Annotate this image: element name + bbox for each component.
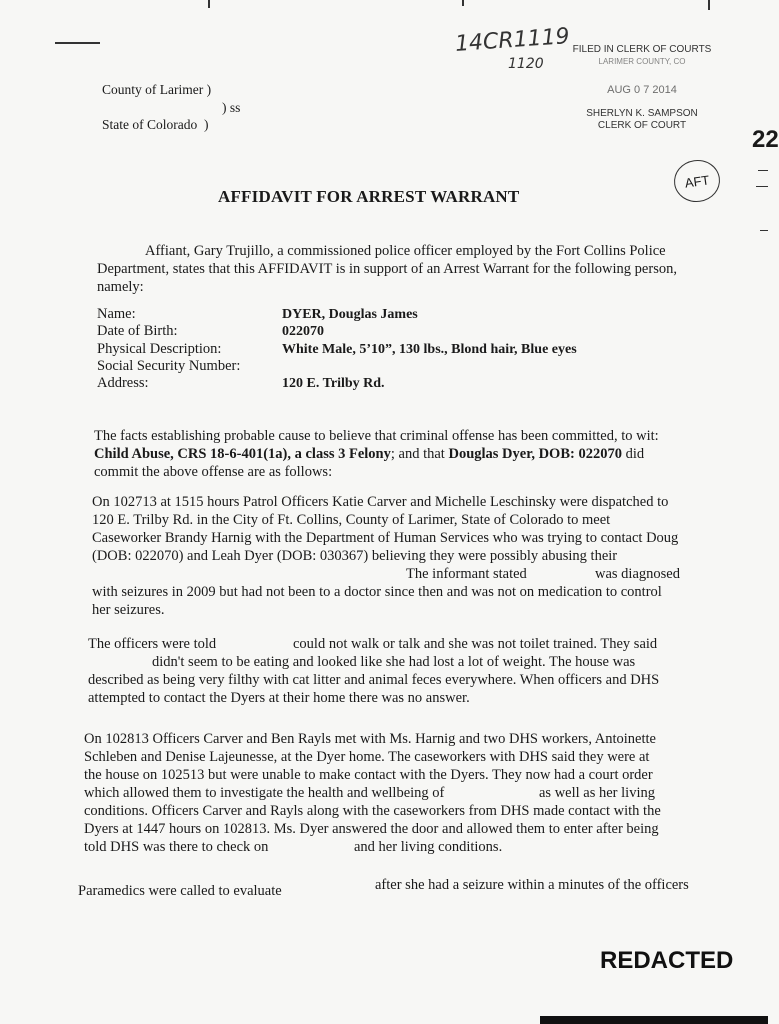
p2-line-3: described as being very filthy with cat litter and animal feces everywhere. When officers and DHS — [88, 672, 660, 688]
p3-line-2: Schleben and Denise Lajeunesse, at the Dyer home. The caseworkers with DHS said they were at — [84, 749, 650, 765]
margin-number: 22 — [752, 126, 779, 153]
facts-tail: did — [621, 446, 645, 462]
dob-label: Date of Birth: — [97, 323, 178, 339]
p1-line-2: 120 E. Trilby Rd. in the City of Ft. Collins, County of Larimer, State of Colorado to meet — [92, 512, 611, 528]
p3-line-7b: and her living conditions. — [354, 839, 503, 855]
venue-county-text: County of Larimer — [102, 82, 204, 97]
p1-line-1: On 102713 at 1515 hours Patrol Officers Katie Carver and Michelle Leschinsky were dispatched to — [92, 494, 669, 510]
ssn-label: Social Security Number: — [97, 358, 241, 374]
stamp-line-5: CLERK OF COURT — [597, 120, 687, 131]
scan-mark — [208, 0, 210, 8]
paragraph-1 — [92, 493, 712, 619]
case-number: 14CR1119 — [454, 24, 571, 57]
p3-line-4b: as well as her living — [539, 785, 655, 801]
stamp-line-4: SHERLYN K. SAMPSON — [586, 108, 698, 119]
facts-paragraph — [94, 427, 694, 481]
p3-line-7 — [84, 838, 714, 856]
intro-paragraph: Affiant, Gary Trujillo, a commissioned police officer employed by the Fort Collins Police Department, states that this AFFIDAVIT is in support of an Arrest Warrant for the following person, namely: — [97, 243, 677, 295]
venue-ss-text: ss — [229, 100, 241, 115]
p2-line-1 — [88, 635, 708, 653]
p4-line-1a: Paramedics were called to evaluate — [78, 883, 282, 899]
suspect: Douglas Dyer, DOB: 022070 — [448, 446, 622, 462]
document-title: AFFIDAVIT FOR ARREST WARRANT — [218, 187, 520, 206]
venue-state: State of Colorado ) — [102, 117, 209, 132]
stamp-line-2: LARIMER COUNTY, CO — [598, 57, 686, 66]
p4-line-1b: after she had a seizure within a minutes of the officers — [375, 877, 689, 893]
venue-ss: ) ss — [222, 100, 241, 115]
case-sub-number: 1120 — [508, 56, 544, 72]
p2-line-2: didn't seem to be eating and looked like she had lost a lot of weight. The house was — [152, 654, 636, 670]
paragraph-2 — [88, 635, 708, 707]
p1-line-5a: The informant stated — [406, 566, 527, 582]
scan-mark — [708, 0, 710, 10]
p3-line-5: conditions. Officers Carver and Rayls along with the caseworkers from DHS made contact with the — [84, 803, 661, 819]
scan-mark — [55, 42, 100, 44]
facts-mid: ; and that — [390, 446, 449, 462]
aft-stamp-text: AFT — [683, 171, 711, 191]
facts-line-1: The facts establishing probable cause to believe that criminal offense has been committed, to wit: — [94, 428, 659, 444]
p2-line-4: attempted to contact the Dyers at their home there was no answer. — [88, 690, 470, 706]
address-value: 120 E. Trilby Rd. — [282, 376, 385, 391]
p1-line-5b: was diagnosed — [595, 566, 680, 582]
margin-mark — [760, 230, 768, 231]
p3-line-6: Dyers at 1447 hours on 102813. Ms. Dyer answered the door and allowed them to enter after being — [84, 821, 659, 837]
description-value: White Male, 5’10”, 130 lbs., Blond hair, Blue eyes — [282, 342, 577, 357]
stamp-date: AUG 0 7 2014 — [607, 84, 677, 96]
dob-value: 022070 — [282, 324, 324, 339]
description-label: Physical Description: — [97, 341, 222, 357]
p1-line-4: (DOB: 022070) and Leah Dyer (DOB: 030367) believing they were possibly abusing their — [92, 548, 618, 564]
address-label: Address: — [97, 375, 149, 391]
paragraph-3 — [84, 730, 714, 856]
p1-line-3: Caseworker Brandy Harnig with the Department of Human Services who was trying to contact Doug — [92, 530, 679, 546]
p1-line-6: with seizures in 2009 but had not been to a doctor since then and was not on medication to control — [92, 584, 662, 600]
filing-stamp — [572, 44, 712, 132]
margin-mark — [756, 186, 768, 187]
offense: Child Abuse, CRS 18-6-401(1a), a class 3 Felony — [94, 446, 391, 462]
p3-line-1: On 102813 Officers Carver and Ben Rayls met with Ms. Harnig and two DHS workers, Antoinette — [84, 731, 656, 747]
redacted-label: REDACTED — [600, 947, 734, 974]
p2-line-1b: could not walk or talk and she was not toilet trained. They said — [293, 636, 658, 652]
p3-line-3: the house on 102513 but were unable to make contact with the Dyers. They now had a court order — [84, 767, 653, 783]
name-value: DYER, Douglas James — [282, 307, 418, 322]
facts-line-3: commit the above offense are as follows: — [94, 464, 333, 480]
venue-state-text: State of Colorado — [102, 117, 198, 132]
aft-stamp — [671, 157, 722, 205]
scan-mark — [462, 0, 464, 6]
p3-line-7a: told DHS was there to check on — [84, 839, 269, 855]
facts-line-2 — [94, 445, 694, 463]
p1-line-7: her seizures. — [92, 602, 165, 618]
stamp-line-1: FILED IN CLERK OF COURTS — [572, 44, 712, 55]
name-label: Name: — [97, 306, 136, 322]
scan-bottom-edge — [540, 1016, 768, 1024]
p3-line-4a: which allowed them to investigate the health and wellbeing of — [84, 785, 445, 801]
p3-line-4 — [84, 784, 714, 802]
p2-line-1a: The officers were told — [88, 636, 217, 652]
paragraph-4 — [78, 876, 718, 899]
venue-county: County of Larimer ) — [102, 82, 212, 97]
p1-line-5 — [92, 565, 712, 583]
margin-mark — [758, 170, 768, 171]
